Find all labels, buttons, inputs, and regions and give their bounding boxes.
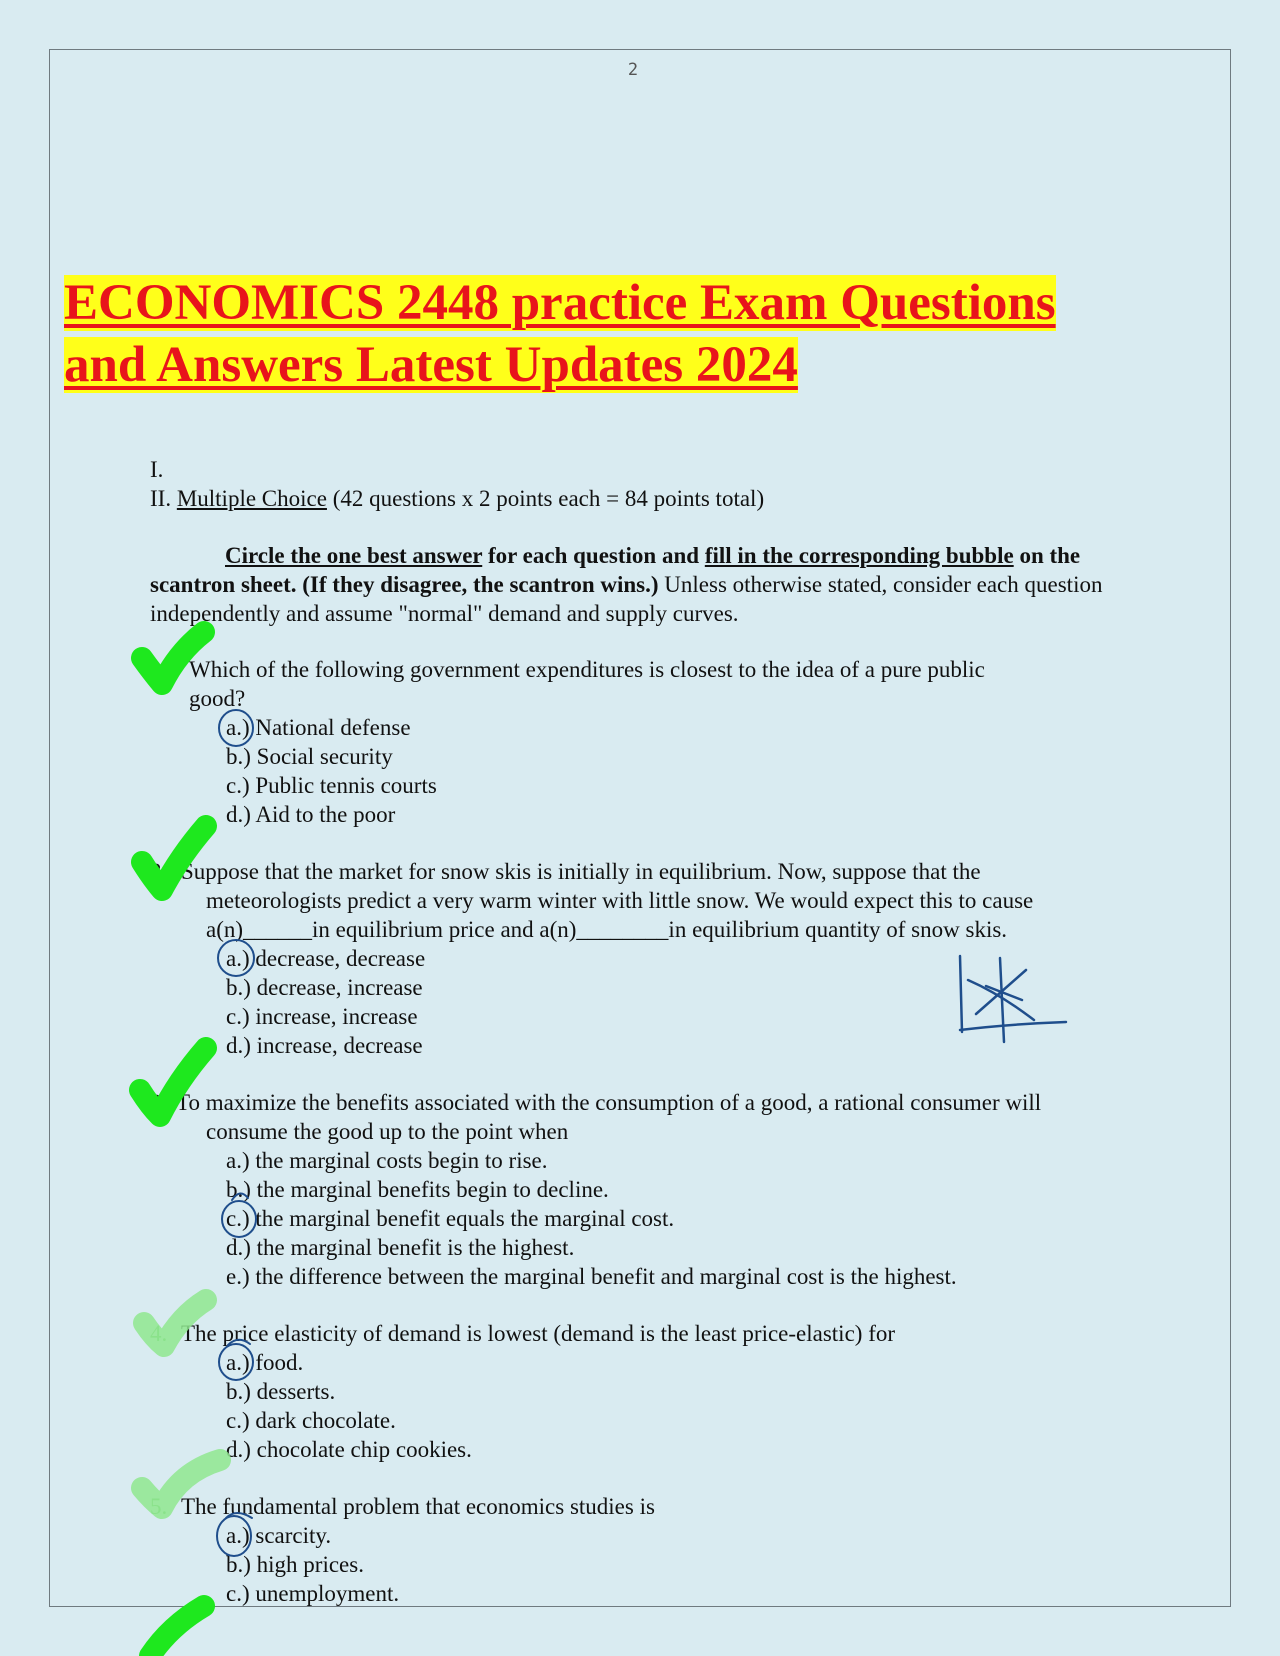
title-line-1: ECONOMICS 2448 practice Exam Questions	[64, 275, 1056, 331]
instruction-bubble: fill in the corresponding bubble	[704, 543, 1014, 568]
question-5-number: 5.	[150, 1494, 168, 1519]
question-1-option-b[interactable]: b.) Social security	[226, 744, 393, 769]
question-3-option-a[interactable]: a.) the marginal costs begin to rise.	[226, 1148, 548, 1173]
question-3-option-b[interactable]: b.) the marginal benefits begin to decline.	[226, 1177, 609, 1202]
question-4-number: 4.	[150, 1321, 168, 1346]
answer-circle-icon	[219, 710, 253, 746]
question-2-line-2: meteorologists predict a very warm winter with little snow. We would expect this to cause	[206, 888, 1034, 913]
section-roman-1: I.	[150, 457, 164, 482]
question-3-number: 3.	[150, 1090, 168, 1115]
question-4-option-a[interactable]: a.) food.	[226, 1350, 304, 1375]
question-5-line-1: The fundamental problem that economics studies is	[181, 1494, 655, 1519]
question-2-number: 2.	[150, 859, 168, 884]
answer-circle-icon	[217, 1516, 251, 1556]
question-2-option-b[interactable]: b.) decrease, increase	[226, 975, 423, 1000]
supply-demand-sketch-icon	[960, 956, 1066, 1042]
question-2-option-c[interactable]: c.) increase, increase	[226, 1004, 418, 1029]
question-4-option-c[interactable]: c.) dark chocolate.	[226, 1408, 396, 1433]
question-1-number: 1.	[150, 657, 168, 682]
instruction-part2: for each question and	[482, 543, 705, 568]
question-4-option-d[interactable]: d.) chocolate chip cookies.	[226, 1437, 472, 1462]
question-4-option-b[interactable]: b.) desserts.	[226, 1379, 336, 1404]
question-3-option-e[interactable]: e.) the difference between the marginal benefit and marginal cost is the highest.	[226, 1264, 957, 1289]
checkmark-icon	[142, 632, 204, 684]
question-1-line-1: Which of the following government expenditures is closest to the idea of a pure public	[189, 657, 985, 682]
question-2-line-3: a(n)______in equilibrium price and a(n)________in equilibrium quantity of snow skis.	[206, 917, 1008, 942]
question-3-line-1: To maximize the benefits associated with the consumption of a good, a rational consumer will	[176, 1090, 1042, 1115]
checkmark-icon	[140, 1048, 206, 1116]
question-2-option-d[interactable]: d.) increase, decrease	[226, 1033, 423, 1058]
question-5-option-c[interactable]: c.) unemployment.	[226, 1581, 400, 1606]
question-2-line-1: Suppose that the market for snow skis is initially in equilibrium. Now, suppose that the	[181, 859, 981, 884]
instruction-part5: Unless otherwise stated, consider each question independently and assume "normal" demand and supply curves.	[150, 572, 1103, 626]
section-heading-rest: (42 questions x 2 points each = 84 points total)	[326, 486, 765, 511]
instruction-circle: Circle the one best answer	[225, 543, 483, 568]
answer-circle-tail-icon	[232, 1193, 248, 1200]
question-3-option-d[interactable]: d.) the marginal benefit is the highest.	[226, 1235, 575, 1260]
checkmark-icon	[142, 1460, 220, 1508]
checkmark-icon	[150, 1606, 204, 1656]
question-3-option-c[interactable]: c.) the marginal benefit equals the marginal cost.	[226, 1206, 675, 1231]
title-line-2: and Answers Latest Updates 2024	[64, 337, 798, 393]
question-5-option-a[interactable]: a.) scarcity.	[226, 1523, 332, 1548]
answer-circle-icon	[219, 1344, 253, 1380]
question-1-line-2: good?	[189, 686, 246, 711]
question-1-option-c[interactable]: c.) Public tennis courts	[226, 773, 437, 798]
answer-circle-icon	[222, 1201, 256, 1237]
checkmark-icon	[144, 1300, 206, 1346]
instruction-part4: on the scantron sheet. (If they disagree, the scantron wins.)	[150, 543, 1081, 597]
section-prefix: II.	[150, 486, 177, 511]
question-5-option-b[interactable]: b.) high prices.	[226, 1552, 364, 1577]
question-1-option-d[interactable]: d.) Aid to the poor	[226, 802, 396, 827]
question-4-line-1: The price elasticity of demand is lowest (demand is the least price-elastic) for	[181, 1321, 896, 1346]
answer-circle-icon	[218, 940, 254, 976]
checkmark-icon	[142, 826, 206, 890]
question-2-option-a[interactable]: a.) decrease, decrease	[226, 946, 426, 971]
question-3-line-2: consume the good up to the point when	[206, 1119, 569, 1144]
question-1-option-a[interactable]: a.) National defense	[226, 715, 411, 740]
section-heading-label: Multiple Choice	[176, 486, 327, 511]
page-number: 2	[627, 60, 639, 80]
